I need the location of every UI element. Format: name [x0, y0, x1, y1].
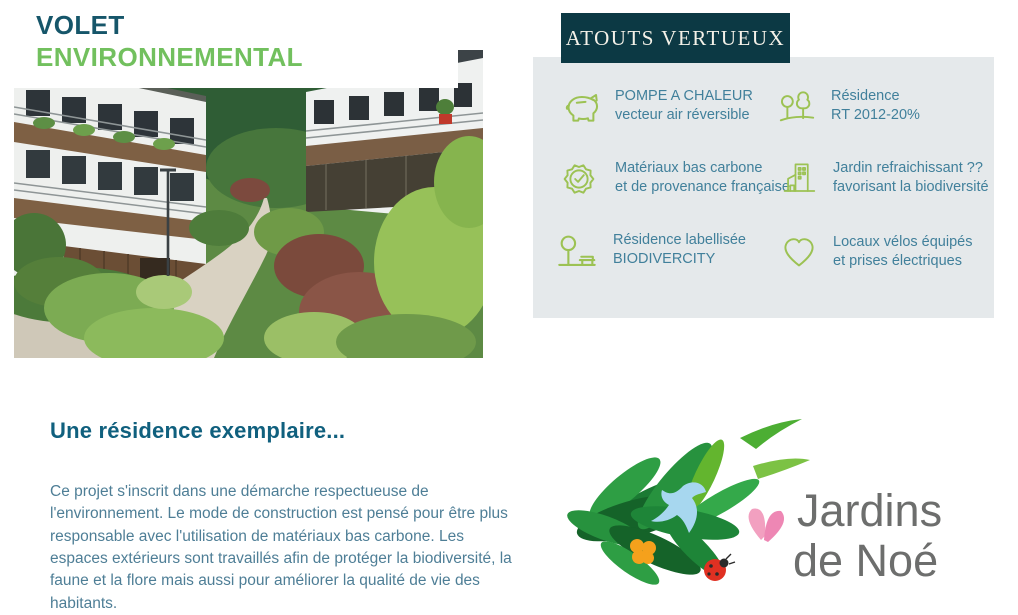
page-title-line1: VOLET	[36, 10, 125, 40]
atouts-header-label: ATOUTS VERTUEUX	[565, 25, 786, 50]
section-paragraph: Ce projet s'inscrit dans une démarche respectueuse de l'environnement. Le mode de construction est pensé pour être plus responsable avec l'utilisation de matériaux bas carbone. Les espaces extérieurs sont travaillés afin de protéger la biodiversité, la faune et la flore mais aussi pour améliorer la qualité de vie des habitants.	[50, 483, 512, 612]
park-tree-bench-icon	[554, 228, 600, 274]
atout-line1: Matériaux bas carbone	[615, 160, 763, 176]
logo-text-line1: Jardins	[797, 485, 943, 536]
atout-item-materiaux	[556, 156, 790, 202]
flower-icon	[630, 539, 656, 564]
butterfly-icon	[749, 509, 784, 542]
atout-line2: vecteur air réversible	[615, 107, 750, 124]
atouts-header-band	[561, 13, 790, 63]
certified-badge-icon	[556, 156, 602, 202]
atout-line2: et prises électriques	[833, 253, 962, 270]
atout-line1: Résidence	[831, 88, 900, 104]
atout-line2: favorisant la biodiversité	[833, 179, 989, 196]
trees-icon	[776, 84, 818, 126]
page-title	[36, 10, 303, 73]
heart-icon	[778, 230, 820, 272]
atout-item-residence-rt	[776, 84, 920, 126]
atout-line2: et de provenance française	[615, 179, 790, 196]
atout-line1: Résidence labellisée	[613, 232, 746, 248]
page-title-line2: ENVIRONNEMENTAL	[36, 41, 303, 72]
building-icon	[778, 156, 820, 198]
atout-item-pompe-a-chaleur	[558, 84, 753, 128]
jardins-de-noe-logo-art	[535, 408, 1018, 605]
atout-line2: BIODIVERCITY	[613, 251, 716, 268]
logo-text-line2: de Noé	[793, 535, 939, 586]
atout-line1: Locaux vélos équipés	[833, 234, 973, 250]
atout-item-locaux-velos	[778, 230, 972, 272]
piggy-bank-icon	[558, 84, 602, 128]
atout-item-biodivercity	[554, 228, 746, 274]
logo-text	[793, 485, 942, 586]
section-heading: Une résidence exemplaire...	[50, 418, 346, 443]
atout-item-jardin	[778, 156, 989, 198]
atout-line1: Jardin refraichissant ??	[833, 160, 983, 176]
atout-line2: RT 2012-20%	[831, 107, 920, 124]
atout-line1: POMPE A CHALEUR	[615, 88, 753, 104]
jardins-de-noe-logo	[535, 408, 1018, 605]
courtyard-photo	[14, 50, 483, 358]
courtyard-photo-illustration	[14, 50, 483, 358]
